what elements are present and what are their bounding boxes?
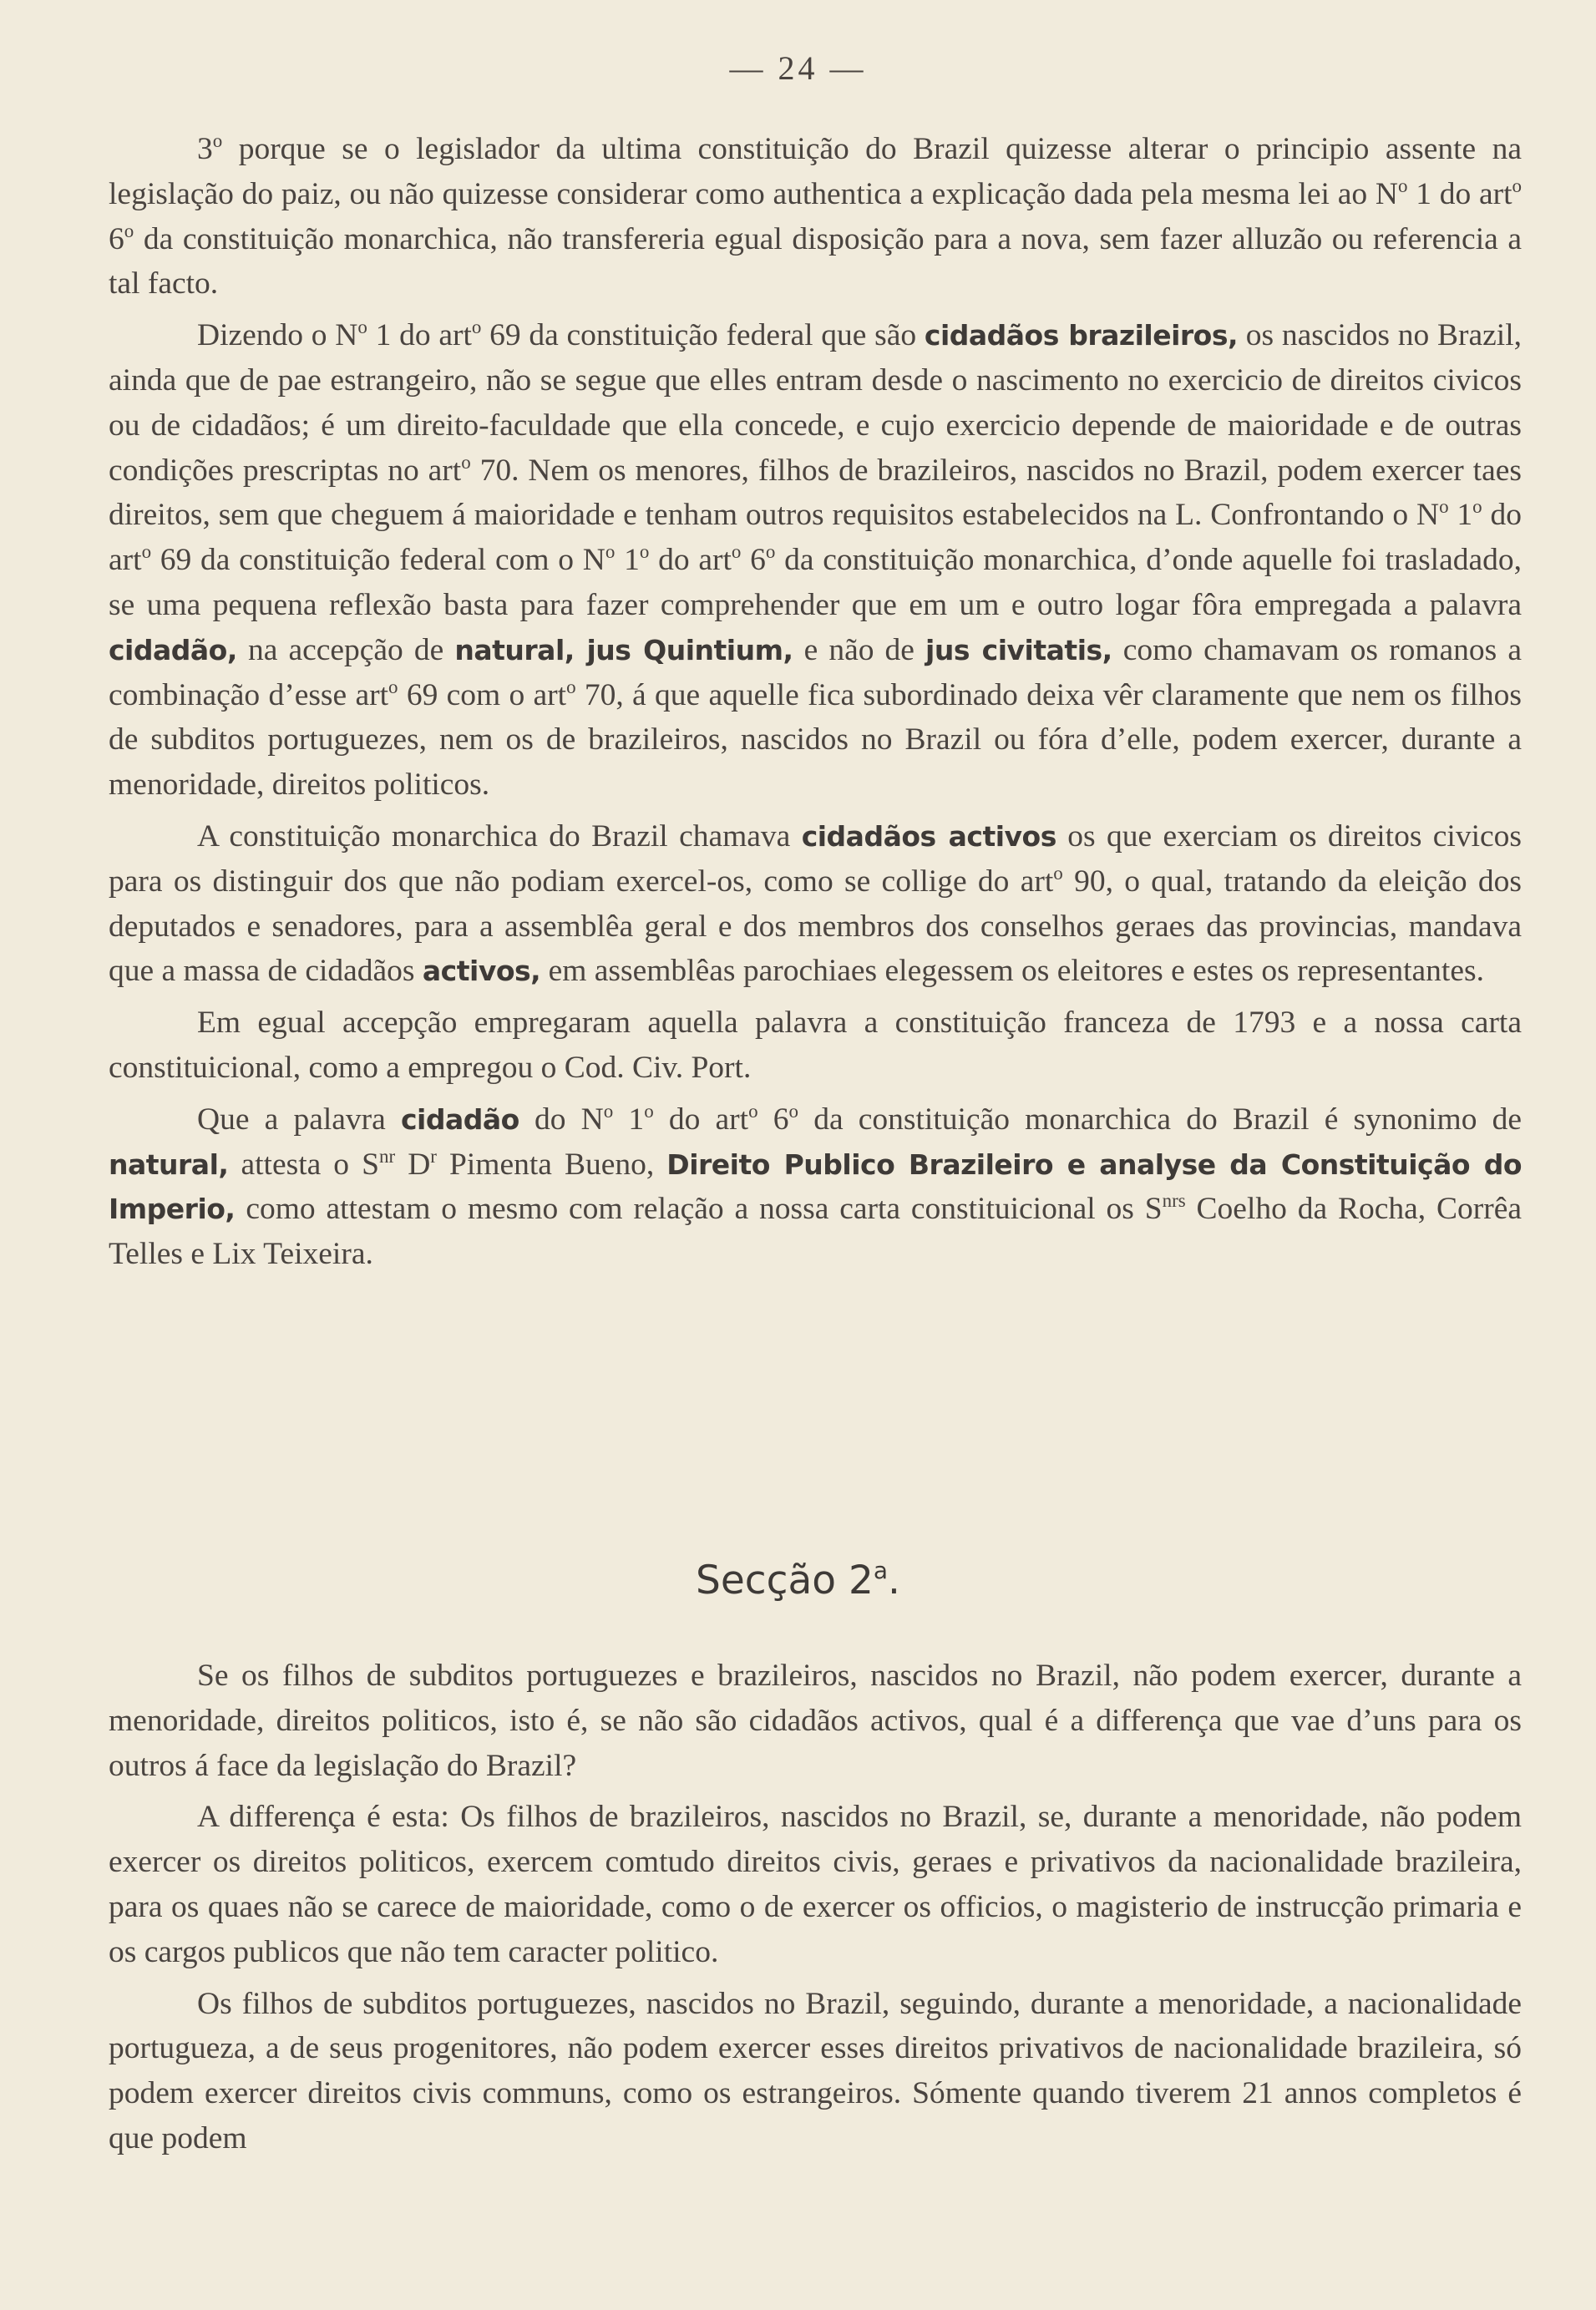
text-run: do art bbox=[653, 1102, 749, 1137]
superscript: o bbox=[603, 1100, 614, 1122]
text-run: como chamavam os romanos a combinação d’esse art bbox=[109, 632, 1522, 712]
section-heading bbox=[0, 1558, 1596, 1603]
text-run: 1 do art bbox=[367, 318, 472, 353]
text-run: Em egual accepção empregaram aquella palavra a constituição franceza de 1793 e a nossa carta constituicional, como a empregou o Cod. Civ. Port. bbox=[109, 1006, 1522, 1085]
superscript: o bbox=[471, 317, 482, 338]
superscript: nrs bbox=[1162, 1190, 1186, 1212]
text-run: Coelho da Rocha, Corrêa Telles e Lix Teixeira. bbox=[109, 1192, 1522, 1272]
paragraph bbox=[109, 1982, 1522, 2161]
text-run: Pimenta Bueno, bbox=[436, 1147, 667, 1182]
superscript: o bbox=[1472, 496, 1482, 518]
paragraph bbox=[109, 1654, 1522, 1788]
text-run: Os filhos de subditos portuguezes, nascidos no Brazil, seguindo, durante a menoridade, a nacionalidade portugueza, a de seus progenitores, não podem exercer esses direitos privativos de nacionalidade brazileira, só podem exercer direitos civis communs, como os estrangeiros. Sómente quando tiverem 21 annos completos é que podem bbox=[109, 1986, 1522, 2155]
paragraph bbox=[109, 814, 1522, 994]
text-block-bottom bbox=[109, 1654, 1522, 2168]
emphasis-text: activos, bbox=[422, 955, 541, 988]
text-run: do N bbox=[519, 1102, 604, 1137]
superscript: o bbox=[765, 541, 776, 563]
text-run: 6 bbox=[109, 221, 124, 256]
text-run: Que a palavra bbox=[197, 1102, 401, 1137]
text-run: 3 bbox=[197, 132, 213, 166]
text-run: Se os filhos de subditos portuguezes e brazileiros, nascidos no Brazil, não podem exercer, durante a menoridade, direitos politicos, isto é, se não são cidadãos activos, qual é a differença que vae d’uns para os outros á face da legislação do Brazil? bbox=[109, 1659, 1522, 1783]
text-run: e não de bbox=[793, 632, 926, 667]
text-run: Dizendo o N bbox=[197, 318, 358, 353]
emphasis-text: cidadão bbox=[400, 1102, 519, 1136]
text-run: 1 bbox=[615, 543, 640, 578]
section-heading-ordinal: a bbox=[873, 1557, 889, 1584]
superscript: o bbox=[605, 541, 616, 563]
superscript: o bbox=[1397, 175, 1408, 196]
superscript: nr bbox=[378, 1145, 396, 1167]
section-heading-title: Secção 2 bbox=[696, 1558, 874, 1603]
superscript: o bbox=[357, 317, 367, 338]
emphasis-text: jus civitatis, bbox=[925, 633, 1112, 666]
emphasis-text: natural, jus Quintium, bbox=[454, 633, 793, 666]
superscript: o bbox=[388, 676, 398, 697]
superscript: o bbox=[788, 1100, 799, 1122]
paragraph bbox=[109, 127, 1522, 306]
text-run: da constituição monarchica do Brazil é synonimo de bbox=[798, 1102, 1523, 1137]
text-run: 69 com o art bbox=[398, 677, 567, 712]
text-run: porque se o legislador da ultima constituição do Brazil quizesse alterar o principio assente na legislação do paiz, ou não quizesse considerar como authentica a explicação dada pela mesma lei ao N bbox=[109, 132, 1522, 211]
text-run: na accepção de bbox=[236, 632, 455, 667]
text-run: 1 do art bbox=[1407, 176, 1512, 211]
superscript: o bbox=[461, 451, 471, 473]
text-run: 6 bbox=[757, 1102, 789, 1137]
superscript: o bbox=[639, 541, 650, 563]
superscript: o bbox=[212, 130, 223, 151]
text-run: como attestam o mesmo com relação a nossa carta constituicional os S bbox=[235, 1192, 1163, 1227]
emphasis-text: cidadãos activos bbox=[801, 819, 1056, 853]
superscript: o bbox=[1439, 496, 1449, 518]
emphasis-text: Direito Publico Brazileiro e analyse da Constituição do Imperio, bbox=[109, 1147, 1523, 1226]
paragraph bbox=[109, 1795, 1522, 1974]
text-run: 1 bbox=[613, 1102, 645, 1137]
paragraph bbox=[109, 1000, 1522, 1091]
superscript: o bbox=[1512, 175, 1522, 196]
text-run: os que exerciam os direitos civicos para os distinguir dos que não podiam exercel-os, como se collige do art bbox=[109, 818, 1522, 899]
text-run: 90, o qual, tratando da eleição dos deputados e senadores, para a assemblêa geral e dos membros dos conselhos geraes das provincias, mandava que a massa de cidadãos bbox=[109, 864, 1522, 989]
superscript: o bbox=[748, 1100, 758, 1122]
text-run: do art bbox=[649, 543, 732, 578]
text-run: 69 da constituição federal com o N bbox=[151, 543, 605, 578]
text-run: os nascidos no Brazil, ainda que de pae estrangeiro, não se segue que elles entram desde o nascimento no exercicio de direitos civicos ou de cidadãos; é um direito-faculdade que ella concede, e cujo exercicio depende de maioridade e de outras condições prescriptas no art bbox=[109, 318, 1522, 488]
text-run: 69 da constituição federal que são bbox=[481, 318, 925, 353]
paragraph bbox=[109, 1097, 1522, 1277]
text-block-top bbox=[109, 127, 1522, 1284]
text-run: em assemblêas parochiaes elegessem os eleitores e estes os representantes. bbox=[540, 954, 1484, 989]
paragraph bbox=[109, 313, 1522, 808]
text-run: A constituição monarchica do Brazil chamava bbox=[197, 818, 802, 854]
text-run: do art bbox=[109, 498, 1522, 578]
emphasis-text: cidadão, bbox=[109, 633, 237, 666]
emphasis-text: cidadãos brazileiros, bbox=[924, 319, 1239, 352]
superscript: o bbox=[566, 676, 576, 697]
superscript: o bbox=[124, 220, 134, 241]
superscript: o bbox=[731, 541, 742, 563]
emphasis-text: natural, bbox=[109, 1147, 229, 1181]
text-run: 6 bbox=[741, 543, 766, 578]
page-number: — 24 — bbox=[729, 49, 867, 87]
superscript: o bbox=[644, 1100, 654, 1122]
superscript: r bbox=[430, 1145, 437, 1167]
section-heading-dot: . bbox=[888, 1558, 900, 1603]
text-run: 1 bbox=[1448, 498, 1473, 533]
text-run: A differença é esta: Os filhos de brazileiros, nascidos no Brazil, se, durante a menoridade, não podem exercer os direitos politicos, exercem comtudo direitos civis, geraes e privativos da nacionalidade brazileira, para os quaes não se carece de maioridade, como o de exercer os officios, o magisterio de instrucção primaria e os cargos publicos que não tem caracter politico. bbox=[109, 1800, 1522, 1969]
text-run: D bbox=[395, 1147, 431, 1182]
text-run: 70, á que aquelle fica subordinado deixa vêr claramente que nem os filhos de subditos portuguezes, nem os de brazileiros, nascidos no Brazil ou fóra d’elle, podem exercer, durante a menoridade, direitos politicos. bbox=[109, 677, 1522, 803]
superscript: o bbox=[141, 541, 152, 563]
text-run: da constituição monarchica, d’onde aquelle foi trasladado, se uma pequena reflexão basta para fazer comprehender que em um e outro logar fôra empregada a palavra bbox=[109, 543, 1523, 622]
superscript: o bbox=[1053, 862, 1063, 884]
text-run: 70. Nem os menores, filhos de brazileiros, nascidos no Brazil, podem exercer taes direitos, sem que cheguem á maioridade e tenham outros requisitos estabelecidos na L. Confrontando o N bbox=[109, 453, 1522, 533]
text-run: da constituição monarchica, não transfereria egual disposição para a nova, sem fazer alluzão ou referencia a tal facto. bbox=[109, 221, 1522, 301]
text-run: attesta o S bbox=[228, 1147, 379, 1182]
